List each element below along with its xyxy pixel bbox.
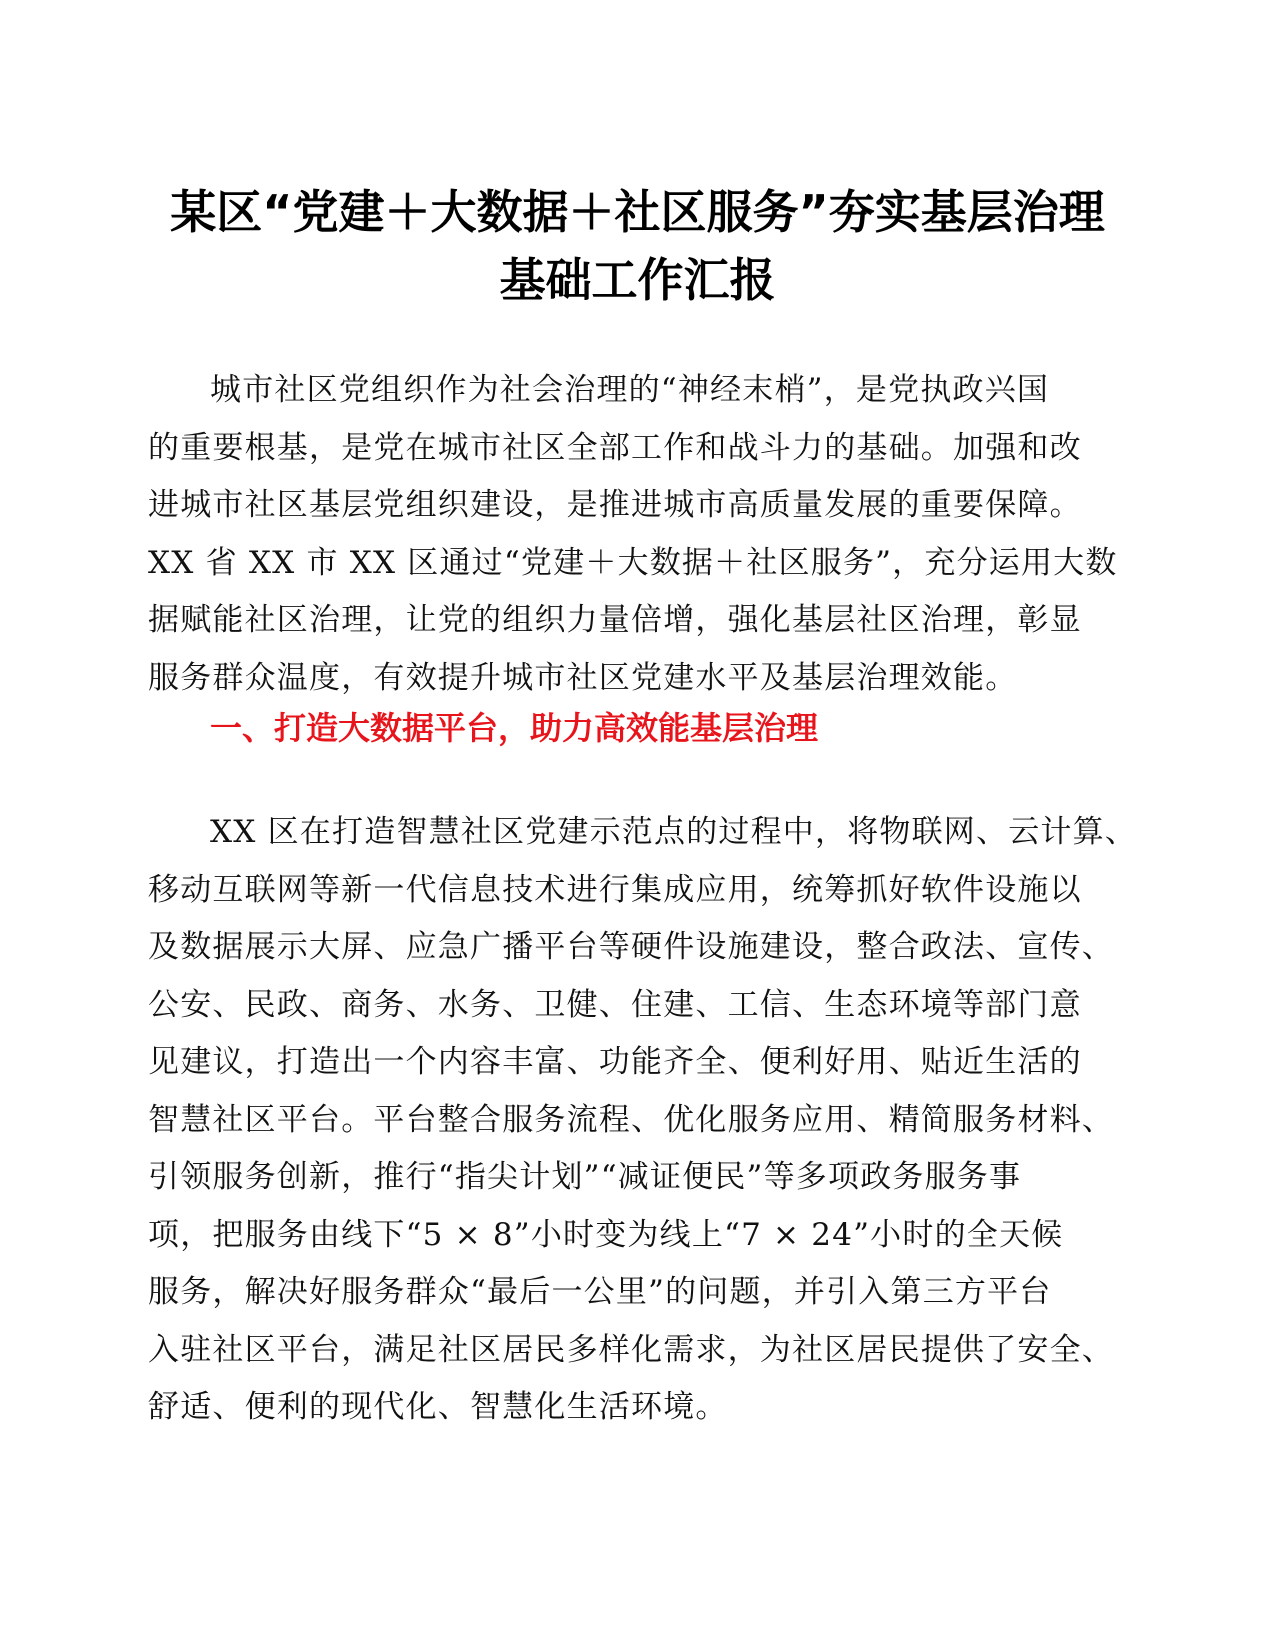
section-1-line: XX 区在打造智慧社区党建示范点的过程中，将物联网、云计算、 <box>210 814 1137 850</box>
intro-line: 的重要根基，是党在城市社区全部工作和战斗力的基础。加强和改 <box>148 429 1082 466</box>
section-1-line: 及数据展示大屏、应急广播平台等硬件设施建设，整合政法、宣传、 <box>148 929 1114 965</box>
section-1-line: 项，把服务由线下“5 × 8”小时变为线上“7 × 24”小时的全天候 <box>148 1216 1064 1253</box>
intro-line: 据赋能社区治理，让党的组织力量倍增，强化基层社区治理，彰显 <box>148 602 1082 638</box>
document-title <box>120 178 1155 314</box>
intro-line: 进城市社区基层党组织建设，是推进城市高质量发展的重要保障。 <box>148 487 1082 523</box>
section-1-line: 公安、民政、商务、水务、卫健、住建、工信、生态环境等部门意 <box>148 986 1082 1023</box>
section-1-heading: 一、打造大数据平台，助力高效能基层治理 <box>210 709 819 747</box>
intro-line: 服务群众温度，有效提升城市社区党建水平及基层治理效能。 <box>148 659 1018 696</box>
intro-line: XX 省 XX 市 XX 区通过“党建＋大数据＋社区服务”，充分运用大数 <box>148 544 1118 581</box>
section-1-line: 引领服务创新，推行“指尖计划”“减证便民”等多项政务服务事 <box>148 1159 1022 1195</box>
section-1-line: 移动互联网等新一代信息技术进行集成应用，统筹抓好软件设施以 <box>148 871 1082 908</box>
intro-line: 城市社区党组织作为社会治理的“神经末梢”，是党执政兴国 <box>210 372 1050 408</box>
section-1-paragraph <box>148 804 1137 1437</box>
section-1-line: 智慧社区平台。平台整合服务流程、优化服务应用、精简服务材料、 <box>148 1101 1114 1138</box>
section-1-line: 见建议，打造出一个内容丰富、功能齐全、便利好用、贴近生活的 <box>148 1044 1082 1080</box>
section-1-line: 入驻社区平台，满足社区居民多样化需求，为社区居民提供了安全、 <box>148 1331 1114 1368</box>
intro-paragraph <box>148 362 1128 707</box>
section-1-line: 舒适、便利的现代化、智慧化生活环境。 <box>148 1389 728 1425</box>
title-line-2: 基础工作汇报 <box>499 253 776 307</box>
section-1-line: 服务，解决好服务群众“最后一公里”的问题，并引入第三方平台 <box>148 1274 1052 1310</box>
title-line-1: 某区“党建＋大数据＋社区服务”夯实基层治理 <box>170 185 1105 239</box>
